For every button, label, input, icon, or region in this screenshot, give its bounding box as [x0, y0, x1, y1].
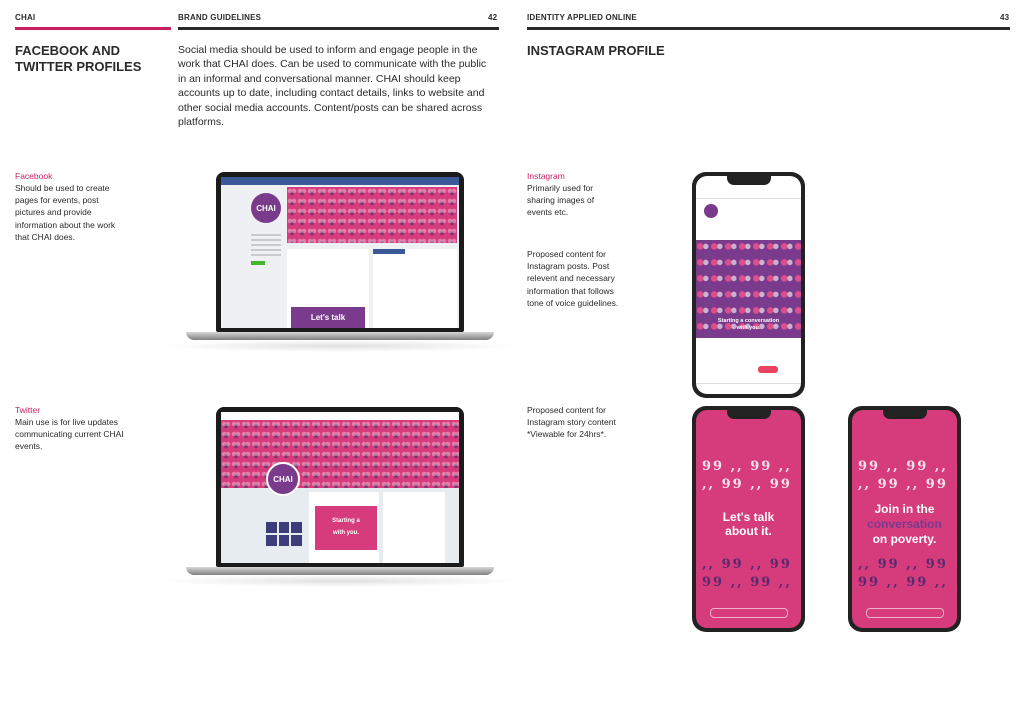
twitter-grid	[266, 522, 302, 546]
facebook-logo-text: CHAI	[256, 203, 276, 213]
story2-line3: on poverty.	[872, 532, 937, 546]
instagram-description: Primarily used for sharing images of events etc.	[527, 183, 595, 218]
story2-line1: Join in the	[874, 502, 935, 516]
instagram-story-phone-2	[848, 406, 961, 632]
phone-notch	[727, 176, 771, 185]
facebook-feed	[287, 249, 369, 328]
laptop-lid	[216, 407, 464, 567]
story1-quotes-bottom: ,, 99 ,, 99 99 ,, 99 ,,	[702, 557, 792, 590]
header-rule-left	[178, 27, 499, 30]
facebook-right-column	[373, 249, 457, 328]
facebook-label: Facebook	[15, 171, 53, 181]
story1-message	[696, 510, 801, 538]
twitter-screen	[221, 412, 459, 563]
page-number-left: 42	[488, 13, 498, 22]
intro-paragraph: Social media should be used to inform and engage people in the work that CHAI does. Can be used to communicate with the public in an informal and conversational manner. CHAI should keep accounts up to date, including contact details, links to website and other social media accounts. Content/posts can be shared across platforms.	[178, 44, 487, 129]
facebook-post-text: Let's talk	[310, 313, 346, 322]
laptop-shadow	[158, 340, 522, 352]
header-rule-right	[527, 27, 1010, 30]
feed-caption-line1: Starting a conversation	[717, 318, 780, 324]
story2-quotes-bottom: ,, 99 ,, 99 99 ,, 99 ,,	[858, 557, 948, 590]
facebook-laptop-mockup	[158, 172, 522, 352]
twitter-post-line1: Starting a	[332, 518, 360, 524]
twitter-feed	[309, 492, 379, 563]
instagram-feed-phone	[692, 172, 805, 398]
story1-line1: Let's talk	[722, 510, 775, 524]
instagram-posts-text: Proposed content for Instagram posts. Post relevent and necessary information that follows tone of voice guidelines.	[527, 249, 619, 308]
facebook-profile-logo	[251, 193, 281, 223]
instagram-story-text: Proposed content for Instagram story content *Viewable for 24hrs*.	[527, 405, 616, 440]
story-screen-1	[696, 410, 801, 628]
twitter-laptop-mockup	[158, 407, 522, 587]
twitter-description: Main use is for live updates communicating current CHAI events.	[15, 417, 124, 452]
instagram-avatar	[704, 204, 718, 218]
laptop-base	[186, 332, 494, 340]
story2-message-bar	[866, 608, 944, 618]
story1-message-bar	[710, 608, 788, 618]
story2-line2: conversation	[867, 517, 942, 531]
story-screen-2	[852, 410, 957, 628]
section-title-left: BRAND GUIDELINES	[178, 13, 262, 22]
twitter-post-line2: with you.	[333, 530, 359, 536]
twitter-logo-text: CHAI	[273, 474, 293, 484]
instagram-story-phone-1	[692, 406, 805, 632]
story1-quotes-top: 99 ,, 99 ,, ,, 99 ,, 99	[702, 459, 792, 492]
twitter-right-column	[383, 492, 445, 563]
facebook-description: Should be used to create pages for events, post pictures and provide information about the work that CHAI does.	[15, 183, 116, 242]
page-title-right: INSTAGRAM PROFILE	[527, 43, 665, 58]
feed-caption-line2: with you.	[736, 325, 761, 331]
page-number-right: 43	[1000, 13, 1010, 22]
laptop-lid	[216, 172, 464, 332]
instagram-label: Instagram	[527, 171, 565, 181]
twitter-profile-logo	[266, 462, 300, 496]
phone-notch	[883, 410, 927, 419]
instagram-like-badge	[758, 366, 778, 373]
phone-notch	[727, 410, 771, 419]
facebook-cover	[287, 187, 457, 243]
page-title-line2: TWITTER PROFILES	[15, 59, 142, 74]
laptop-shadow	[158, 575, 522, 587]
facebook-sidebar	[251, 231, 281, 281]
section-title-right: IDENTITY APPLIED ONLINE	[527, 13, 637, 22]
story2-quotes-top: 99 ,, 99 ,, ,, 99 ,, 99	[858, 459, 948, 492]
brand-name: CHAI	[15, 13, 36, 22]
page-title-line1: FACEBOOK AND	[15, 43, 120, 58]
header-rule-brand	[15, 27, 171, 30]
twitter-label: Twitter	[15, 405, 41, 415]
twitter-top-bar	[221, 412, 459, 420]
story1-line2: about it.	[725, 524, 772, 538]
facebook-screen	[221, 177, 459, 328]
instagram-feed-screen	[696, 176, 801, 394]
story2-message	[852, 502, 957, 547]
instagram-top-bar	[696, 188, 801, 199]
facebook-top-bar	[221, 177, 459, 185]
instagram-bottom-bar	[696, 383, 801, 394]
twitter-header-banner	[221, 420, 459, 488]
page-title-left	[15, 43, 165, 75]
instagram-feed-post	[696, 240, 801, 338]
laptop-base	[186, 567, 494, 575]
